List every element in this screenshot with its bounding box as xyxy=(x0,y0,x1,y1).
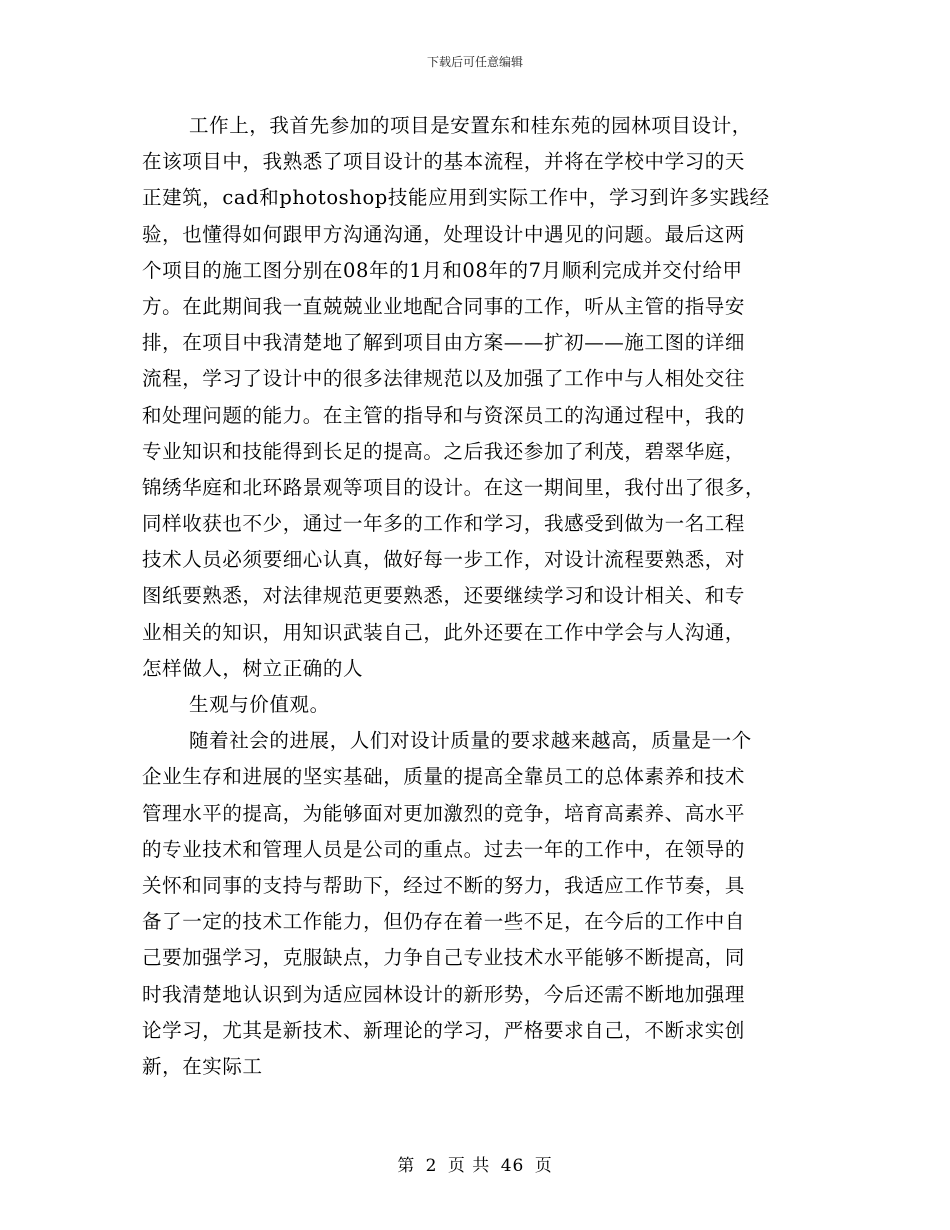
header-note: 下载后可任意编辑 xyxy=(426,55,523,69)
footer-total-pages: 46 xyxy=(500,1156,525,1176)
text-line: 时我清楚地认识到为适应园林设计的新形势，今后还需不断地加强理 xyxy=(142,982,746,1006)
text-line: 新，在实际工 xyxy=(142,1054,263,1078)
text-line: 管理水平的提高，为能够面对更加激烈的竞争，培育高素养、高水平 xyxy=(142,801,746,825)
text-line: 和处理问题的能力。在主管的指导和与资深员工的沟通过程中，我的 xyxy=(142,403,746,427)
text-line: 企业生存和进展的坚实基础，质量的提高全靠员工的总体素养和技术 xyxy=(142,765,746,789)
text-line: 业相关的知识，用知识武装自己，此外还要在工作中学会与人沟通， xyxy=(142,620,746,644)
text-line: 随着社会的进展，人们对设计质量的要求越来越高，质量是一个 xyxy=(189,729,752,753)
text-line: 流程，学习了设计中的很多法律规范以及加强了工作中与人相处交往 xyxy=(142,367,746,391)
text-line: 同样收获也不少，通过一年多的工作和学习，我感受到做为一名工程 xyxy=(142,512,746,536)
text-line: 排，在项目中我清楚地了解到项目由方案——扩初——施工图的详细 xyxy=(142,331,746,355)
text-line: 己要加强学习，克服缺点，力争自己专业技术水平能够不断提高，同 xyxy=(142,946,746,970)
text-line: 怎样做人，树立正确的人 xyxy=(142,656,364,680)
text-line: 关怀和同事的支持与帮助下，经过不断的努力，我适应工作节奏，具 xyxy=(142,873,746,897)
text-line: 在该项目中，我熟悉了项目设计的基本流程，并将在学校中学习的天 xyxy=(142,150,746,174)
text-line: 专业知识和技能得到长足的提高。之后我还参加了利茂，碧翠华庭， xyxy=(142,439,746,463)
footer-prefix: 第 xyxy=(397,1156,416,1176)
text-line: 备了一定的技术工作能力，但仍存在着一些不足，在今后的工作中自 xyxy=(142,910,746,934)
text-line: 图纸要熟悉，对法律规范更要熟悉，还要继续学习和设计相关、和专 xyxy=(142,584,746,608)
text-line: 方。在此期间我一直兢兢业业地配合同事的工作，听从主管的指导安 xyxy=(142,294,746,318)
text-line: 生观与价值观。 xyxy=(189,693,330,716)
text-line: 个项目的施工图分别在08年的1月和08年的7月顺利完成并交付给甲 xyxy=(142,258,743,282)
text-line: 技术人员必须要细心认真，做好每一步工作，对设计流程要熟悉，对 xyxy=(142,548,746,572)
footer-page-number: 2 xyxy=(425,1156,438,1176)
text-line: 的专业技术和管理人员是公司的重点。过去一年的工作中，在领导的 xyxy=(142,837,746,861)
page-footer xyxy=(0,1156,950,1176)
footer-suffix: 页 xyxy=(534,1156,553,1176)
footer-middle: 页 共 xyxy=(447,1156,491,1176)
body-text xyxy=(142,108,814,1085)
text-line: 论学习，尤其是新技术、新理论的学习，严格要求自己，不断求实创 xyxy=(142,1018,746,1042)
text-line: 工作上，我首先参加的项目是安置东和桂东苑的园林项目设计， xyxy=(189,114,752,137)
text-line: 验，也懂得如何跟甲方沟通沟通，处理设计中遇见的问题。最后这两 xyxy=(142,222,746,246)
text-line: 正建筑，cad和photoshop技能应用到实际工作中，学习到许多实践经 xyxy=(142,186,770,210)
text-line: 锦绣华庭和北环路景观等项目的设计。在这一期间里，我付出了很多， xyxy=(142,475,766,499)
